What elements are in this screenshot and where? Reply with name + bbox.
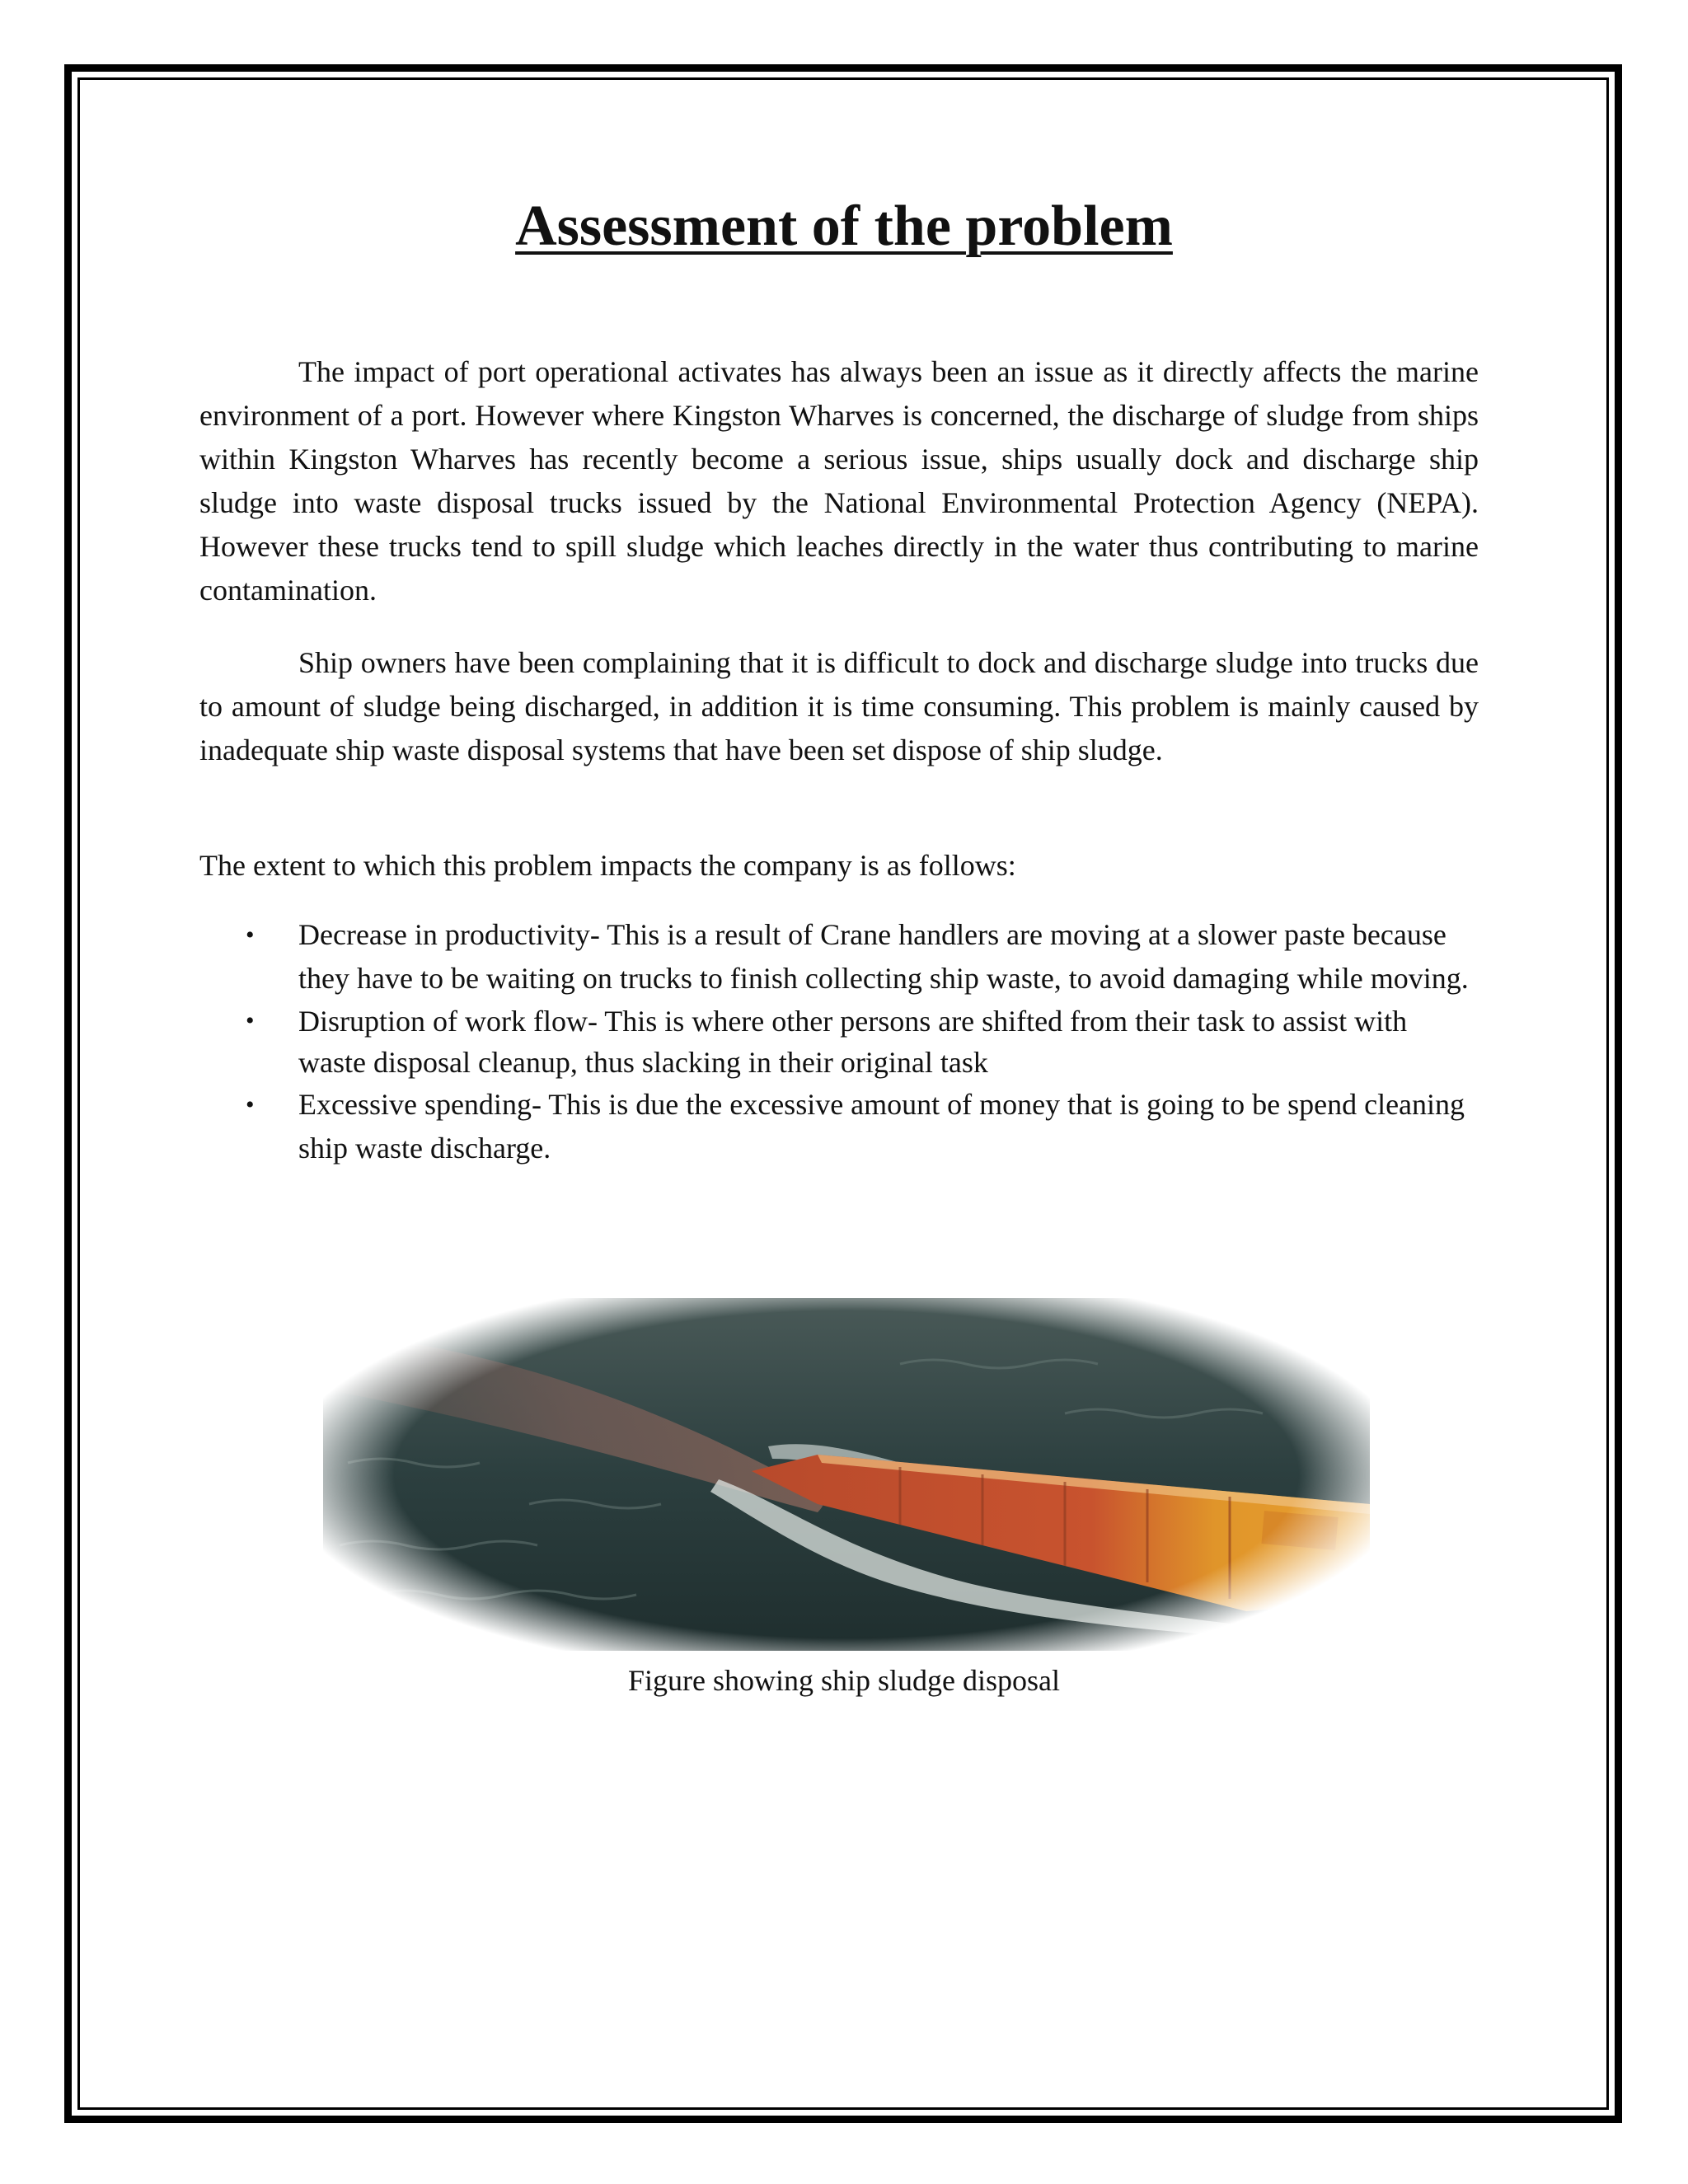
paragraph-complaints: Ship owners have been complaining that it is difficult to dock and discharge sludge into trucks due to amount of sludge being discharged, in addition it is time consuming. This problem is mainly caused by inadequate ship waste disposal systems that have been set dispose of ship sludge.	[199, 646, 1479, 766]
list-item-text: Decrease in productivity- This is a result of Crane handlers are moving at a slower paste because they have to be waiting on trucks to finish collecting ship waste, to avoid damaging while moving.	[298, 918, 1469, 995]
impact-list	[199, 913, 1479, 1170]
ship-sludge-figure	[323, 1298, 1370, 1651]
bullet-dot-icon: •	[246, 1091, 255, 1118]
page-title: Assessment of the problem	[515, 194, 1173, 258]
paragraph-impact: The impact of port operational activates has always been an issue as it directly affects the marine environment of a port. However where Kingston Wharves is concerned, the discharge of sludge from ships within Kingston Wharves has recently become a serious issue, ships usually dock and discharge ship sludge into waste disposal trucks issued by the National Environmental Protection Agency (NEPA). However these trucks tend to spill sludge which leaches directly in the water thus contributing to marine contamination.	[199, 355, 1479, 607]
ship-sludge-illustration	[323, 1298, 1370, 1651]
list-item	[199, 1001, 1479, 1083]
bullet-dot-icon: •	[246, 921, 255, 949]
list-item	[199, 1083, 1479, 1170]
list-item-text: Disruption of work flow- This is where other persons are shifted from their task to assist with waste disposal cleanup, thus slacking in their original task	[298, 1005, 1408, 1079]
paragraph-extent-intro: The extent to which this problem impacts the company is as follows:	[199, 849, 1016, 882]
bullet-dot-icon: •	[246, 1007, 255, 1034]
list-item	[199, 913, 1479, 1001]
figure-caption: Figure showing ship sludge disposal	[627, 1664, 1060, 1697]
list-item-text: Excessive spending- This is due the excessive amount of money that is going to be spend cleaning ship waste discharge.	[298, 1088, 1465, 1165]
